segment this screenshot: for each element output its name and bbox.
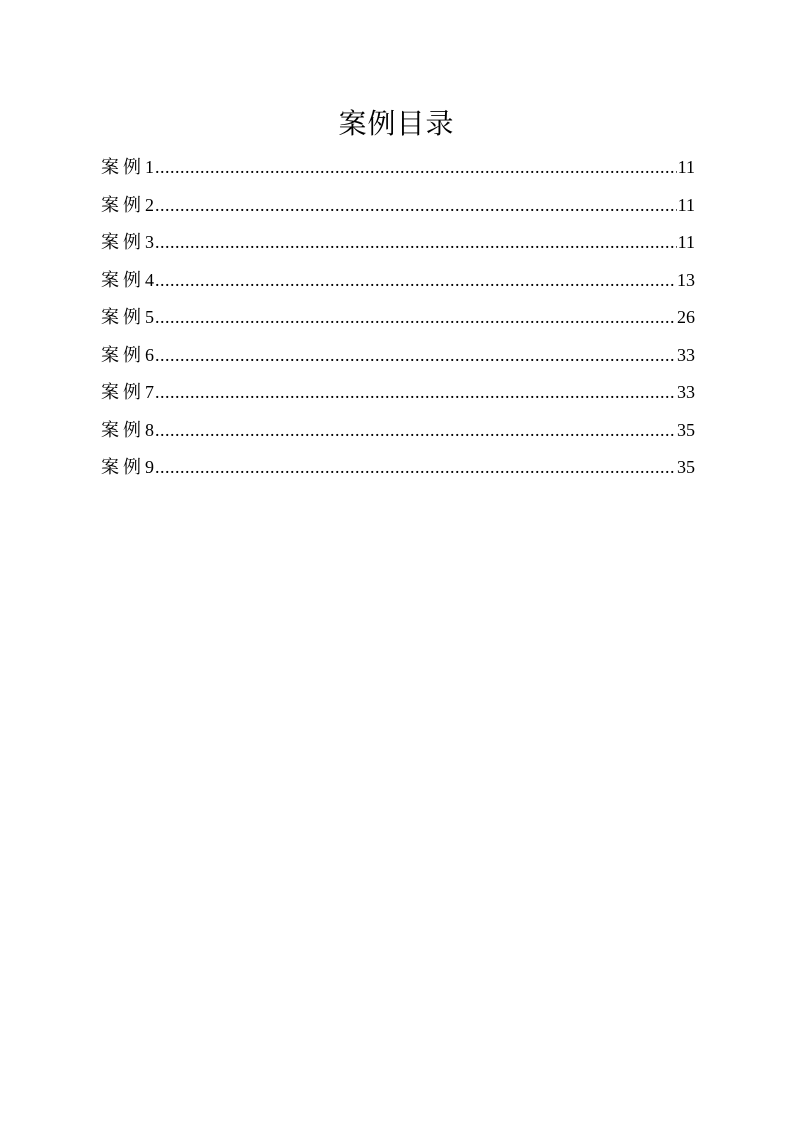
toc-leader-dots [155,190,677,220]
toc-leader-dots [155,265,676,295]
toc-entry[interactable] [101,452,695,490]
toc-entry-page: 35 [677,457,695,477]
toc-entry[interactable] [101,227,695,265]
toc-entry-page: 13 [677,269,695,290]
toc-entry[interactable] [101,340,695,378]
toc-entry-label [101,340,154,371]
toc-entry[interactable] [101,377,695,415]
toc-entry-label [101,265,154,296]
toc-entry-label [101,190,154,221]
toc-entry-page: 35 [677,419,695,440]
toc-entry-prefix: 案例 [101,194,145,216]
toc-entry-number: 2 [145,194,154,215]
toc-entry-label [101,227,154,258]
toc-leader-dots [155,302,676,332]
toc-entry[interactable] [101,415,695,453]
toc-entry-prefix: 案例 [101,307,145,328]
toc-entry-page: 11 [677,194,695,215]
toc-leader-dots [155,227,677,257]
toc-entry-prefix: 案例 [101,269,145,291]
toc-entry[interactable] [101,265,695,303]
toc-entry[interactable] [101,152,695,190]
toc-leader-dots [155,152,677,182]
toc-entry-number: 8 [145,419,154,440]
toc-entry-prefix: 案例 [101,457,145,478]
toc-entry-page: 11 [677,157,695,177]
toc-entry-prefix: 案例 [101,382,145,403]
toc-entry-number: 3 [145,232,154,252]
toc-entry-number: 9 [145,457,154,477]
toc-entry-prefix: 案例 [101,232,145,253]
toc-entry-label [101,302,154,333]
toc-entry-page: 26 [677,307,695,327]
toc-title: 案例目录 [338,107,455,140]
toc-entry-number: 4 [145,269,154,290]
toc-leader-dots [155,415,676,445]
toc-entry-label [101,452,154,483]
toc-entry-number: 5 [145,307,154,327]
toc-entry-prefix: 案例 [101,157,145,178]
toc-entry-number: 1 [145,157,154,177]
toc-entry-label [101,415,154,446]
toc-entry-number: 6 [145,344,154,365]
toc-leader-dots [155,340,676,370]
toc-entry-page: 33 [677,382,695,402]
toc-entry-prefix: 案例 [101,344,145,366]
toc-entry-number: 7 [145,382,154,402]
toc-entry-page: 11 [677,232,695,252]
toc-entry[interactable] [101,190,695,228]
toc-entry-label [101,377,154,408]
toc-leader-dots [155,452,676,482]
toc-entry-prefix: 案例 [101,419,145,441]
toc-entry-page: 33 [677,344,695,365]
toc-entry[interactable] [101,302,695,340]
toc-entry-label [101,152,154,183]
toc-leader-dots [155,377,676,407]
toc-list [101,152,695,490]
